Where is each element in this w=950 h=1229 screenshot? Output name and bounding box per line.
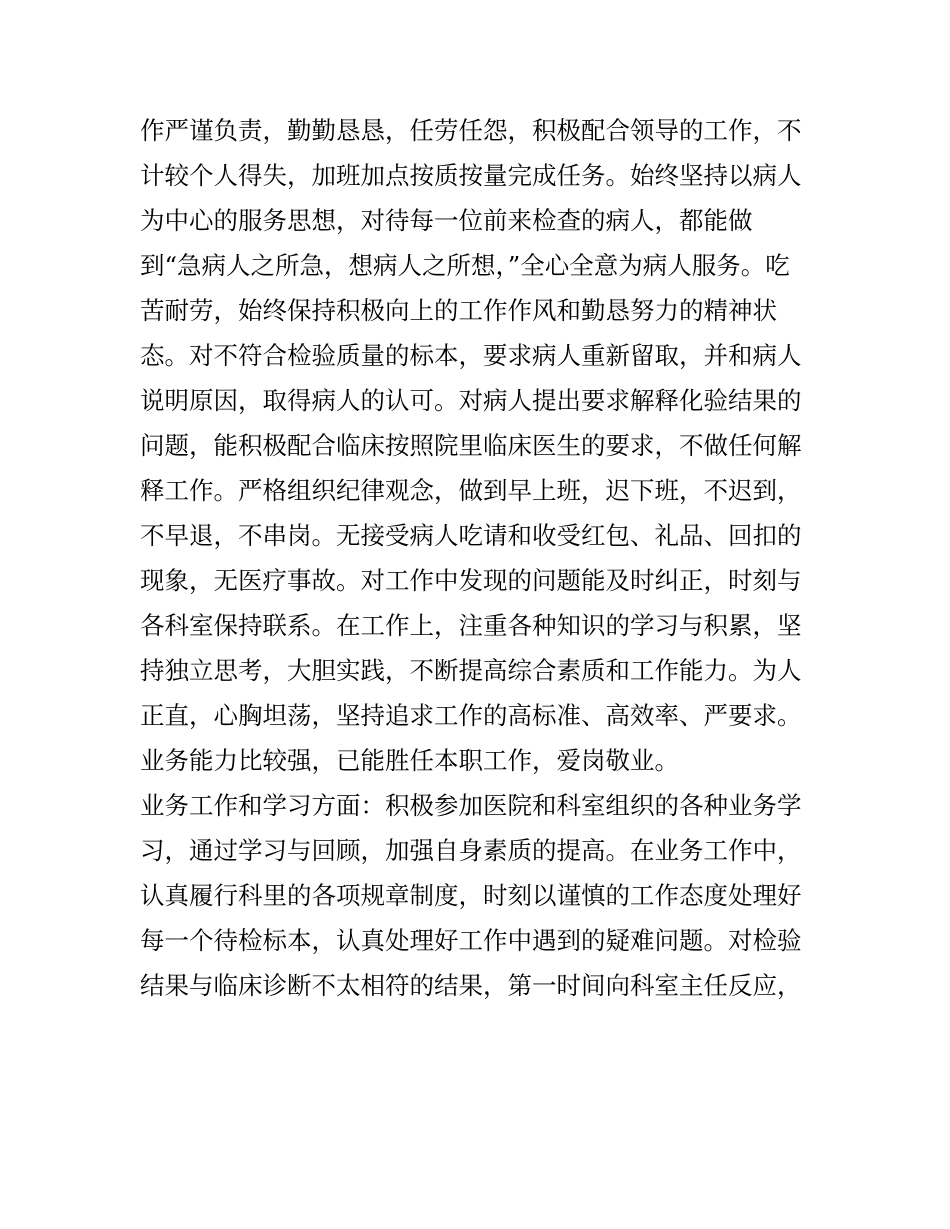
text-line: 业务工作和学习方面：积极参加医院和科室组织的各种业务学 — [140, 791, 802, 820]
text-line: 现象，无医疗事故。对工作中发现的问题能及时纠正，时刻与 — [140, 566, 802, 595]
text-line: 业务能力比较强，已能胜任本职工作，爱岗敬业。 — [140, 746, 679, 775]
text-line: 结果与临床诊断不太相符的结果，第一时间向科室主任反应， — [140, 971, 802, 1000]
text-line: 为中心的服务思想，对待每一位前来检查的病人，都能做 — [140, 206, 753, 235]
text-line: 每一个待检标本，认真处理好工作中遇到的疑难问题。对检验 — [140, 926, 802, 955]
text-line: 说明原因，取得病人的认可。对病人提出要求解释化验结果的 — [140, 386, 802, 415]
text-line: 正直，心胸坦荡，坚持追求工作的高标准、高效率、严要求。 — [140, 701, 802, 730]
text-line: 持独立思考，大胆实践，不断提高综合素质和工作能力。为人 — [140, 656, 802, 685]
text-line: 各科室保持联系。在工作上，注重各种知识的学习与积累，坚 — [140, 611, 802, 640]
text-line: 问题，能积极配合临床按照院里临床医生的要求，不做任何解 — [140, 431, 802, 460]
text-line: 不早退，不串岗。无接受病人吃请和收受红包、礼品、回扣的 — [140, 521, 802, 550]
text-line: 习，通过学习与回顾，加强自身素质的提高。在业务工作中， — [140, 836, 802, 865]
text-line: 到“急病人之所急，想病人之所想，”全心全意为病人服务。吃 — [140, 251, 790, 280]
text-line: 作严谨负责，勤勤恳恳，任劳任怨，积极配合领导的工作，不 — [140, 116, 802, 145]
text-line: 态。对不符合检验质量的标本，要求病人重新留取，并和病人 — [140, 341, 802, 370]
body-text — [140, 108, 820, 1008]
text-line: 计较个人得失，加班加点按质按量完成任务。始终坚持以病人 — [140, 161, 802, 190]
text-line: 苦耐劳，始终保持积极向上的工作作风和勤恳努力的精神状 — [140, 296, 777, 325]
text-line: 认真履行科里的各项规章制度，时刻以谨慎的工作态度处理好 — [140, 881, 802, 910]
text-line: 释工作。严格组织纪律观念，做到早上班，迟下班，不迟到， — [140, 476, 802, 505]
